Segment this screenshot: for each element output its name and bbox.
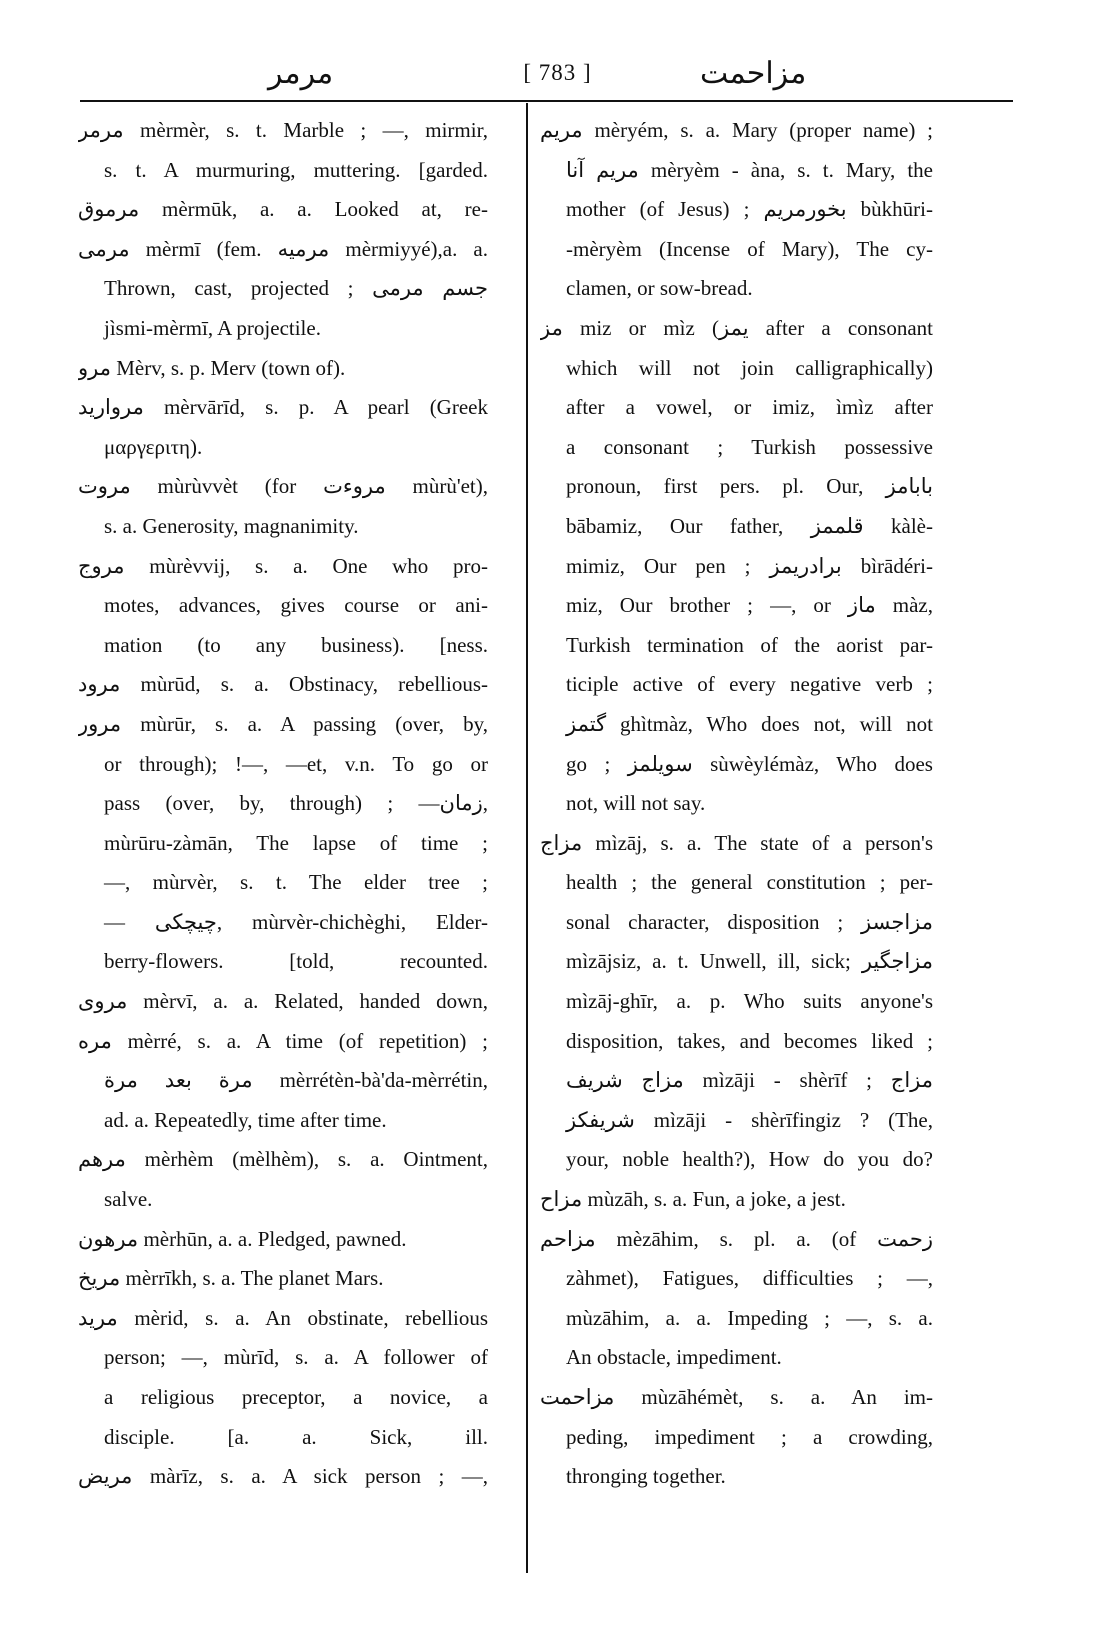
entry-line: mimiz, Our pen ; برادريمز bìrādéri- (566, 553, 933, 578)
right-column (540, 111, 933, 1497)
entry-line: peding, impediment ; a crowding, (566, 1424, 933, 1449)
entry-line: مزاحمت mùzāhémèt, s. a. An im- (540, 1385, 933, 1409)
entry-line: mìzāj-ghīr, a. p. Who suits anyone's (566, 989, 933, 1014)
entry-line: zàhmet), Fatigues, difficulties ; —, (566, 1266, 933, 1291)
page-number: [ 783 ] (523, 60, 592, 85)
header-rule (80, 100, 1013, 102)
entry-line: mùrūru-zàmān, The lapse of time ; (104, 830, 488, 855)
entry-line: after a vowel, or imiz, ìmìz after (566, 395, 933, 420)
entry-line: not, will not say. (566, 791, 706, 816)
entry-line: motes, advances, gives course or ani- (104, 593, 488, 618)
entry-line: Thrown, cast, projected ; جسم مرمى (104, 276, 488, 301)
entry-line: your, noble health?), How do you do? (566, 1147, 933, 1172)
entry-line: a consonant ; Turkish possessive (566, 434, 933, 459)
entry-line: mation (to any business). [ness. (104, 632, 488, 657)
entry-line: pass (over, by, through) ; —زمان, (104, 791, 488, 816)
entry-line: disposition, takes, and becomes liked ; (566, 1028, 933, 1053)
entry-line: ad. a. Repeatedly, time after time. (104, 1107, 387, 1132)
entry-line: Turkish termination of the aorist par- (566, 632, 933, 657)
entry-line: مرة بعد مرة mèrrétèn-bà'da-mèrrétin, (104, 1068, 488, 1093)
header-left-catchword: مرمر (268, 57, 334, 90)
entry-line: مريم mèryém, s. a. Mary (proper name) ; (540, 118, 933, 142)
entry-line: مرموق mèrmūk, a. a. Looked at, re- (78, 197, 488, 222)
entry-line: مزاج mìzāj, s. a. The state of a person's (540, 830, 933, 855)
entry-line: — چیچکی, mùrvèr-chichèghi, Elder- (104, 909, 488, 934)
entry-line: مروى mèrvī, a. a. Related, handed down, (78, 989, 488, 1014)
entry-line: مرهم mèrhèm (mèlhèm), s. a. Ointment, (78, 1147, 488, 1172)
entry-line: sonal character, disposition ; مزاجسز (566, 909, 933, 934)
entry-line: مريم آنا mèryèm - àna, s. t. Mary, the (566, 157, 933, 182)
entry-line: s. a. Generosity, magnanimity. (104, 513, 359, 538)
entry-line: مرو Mèrv, s. p. Merv (town of). (78, 355, 346, 380)
entry-line: which will not join calligraphically) (566, 355, 933, 380)
left-column (78, 111, 488, 1497)
entry-line: مريد mèrid, s. a. An obstinate, rebellious (78, 1305, 488, 1330)
entry-line: -mèryèm (Incense of Mary), The cy- (566, 236, 933, 261)
entry-line: mìzājsiz, a. t. Unwell, ill, sick; مزاجگیر (566, 949, 933, 974)
entry-line: مرهون mèrhūn, a. a. Pledged, pawned. (78, 1226, 407, 1251)
entry-line: مرود mùrūd, s. a. Obstinacy, rebellious- (78, 672, 488, 697)
entry-line: disciple. [a. a. Sick, ill. (104, 1424, 488, 1449)
entry-line: or through); !—, —et, v.n. To go or (104, 751, 488, 776)
entry-line: مرمى mèrmī (fem. مرمیه mèrmiyyé),a. a. (78, 236, 488, 261)
entry-line: miz, Our brother ; —, or ماز màz, (566, 593, 933, 618)
entry-line: مزاح mùzāh, s. a. Fun, a joke, a jest. (540, 1187, 846, 1212)
entry-line: مره mèrré, s. a. A time (of repetition) ; (78, 1028, 488, 1053)
entry-line: pronoun, first pers. pl. Our, بابامز (566, 474, 933, 499)
entry-line: —, mùrvèr, s. t. The elder tree ; (104, 870, 488, 895)
entry-line: مز miz or mìz (يمز after a consonant (540, 315, 933, 340)
entry-line: a religious preceptor, a novice, a (104, 1385, 488, 1409)
entry-line: clamen, or sow-bread. (566, 276, 753, 301)
entry-line: An obstacle, impediment. (566, 1345, 782, 1370)
header-right-catchword: مزاحمت (700, 57, 807, 90)
entry-line: مروج mùrèvvij, s. a. One who pro- (78, 553, 488, 578)
entry-line: jìsmi-mèrmī, A projectile. (104, 315, 321, 340)
entry-line: مرواريد mèrvārīd, s. p. A pearl (Greek (78, 395, 488, 420)
entry-line: bābamiz, Our father, قلممز kàlè- (566, 513, 933, 538)
entry-line: شريفكز mìzāji - shèrīfingiz ? (The, (566, 1107, 933, 1132)
entry-line: s. t. A murmuring, muttering. [garded. (104, 157, 488, 182)
entry-line: health ; the general constitution ; per- (566, 870, 933, 895)
entry-line: مروت mùrùvvèt (for مروءت mùrù'et), (78, 474, 488, 499)
entry-line: go ; سويلمز sùwèylémàz, Who does (566, 751, 933, 776)
entry-line: مرمر mèrmèr, s. t. Marble ; —, mirmir, (78, 118, 488, 142)
entry-line: گتمز ghìtmàz, Who does not, will not (566, 711, 933, 736)
entry-line: person; —, mùrīd, s. a. A follower of (104, 1345, 488, 1370)
entry-line: thronging together. (566, 1464, 726, 1489)
entry-line: مرور mùrūr, s. a. A passing (over, by, (78, 711, 488, 736)
entry-line: مزاحم mèzāhim, s. pl. a. (of زحمت (540, 1226, 933, 1251)
column-divider (526, 103, 528, 1573)
entry-line: μαργεριτη). (104, 434, 203, 459)
entry-line: ticiple active of every negative verb ; (566, 672, 933, 697)
entry-line: mùzāhim, a. a. Impeding ; —, s. a. (566, 1305, 933, 1330)
entry-line: مريض màrīz, s. a. A sick person ; —, (78, 1464, 488, 1489)
entry-line: salve. (104, 1187, 153, 1212)
entry-line: mother (of Jesus) ; بخورمريم bùkhūri- (566, 197, 933, 222)
entry-line: مزاج شريف mìzāji - shèrīf ; مزاج (566, 1068, 933, 1093)
entry-line: berry-flowers. [told, recounted. (104, 949, 488, 974)
page-header (0, 54, 1115, 98)
entry-line: مريخ mèrrīkh, s. a. The planet Mars. (78, 1266, 384, 1291)
